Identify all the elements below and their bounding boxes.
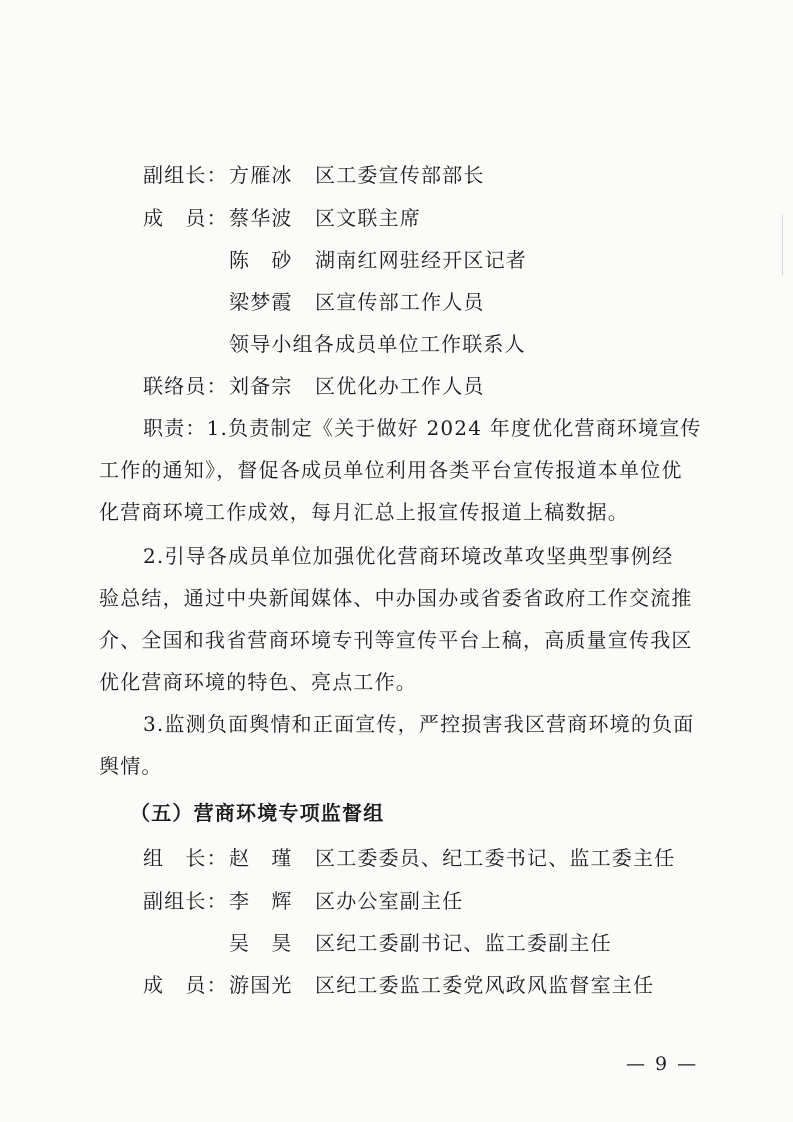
roster-row [143, 844, 675, 872]
roster-name: 方雁冰 [229, 163, 293, 187]
roster-name: 李 辉 [229, 889, 293, 913]
roster-role: 湖南红网驻经开区记者 [315, 248, 527, 272]
roster-row [143, 372, 485, 400]
roster-name: 陈 砂 [229, 248, 293, 272]
roster-role: 区工委宣传部部长 [315, 163, 485, 187]
roster-row [229, 330, 526, 358]
body-line: 2.引导各成员单位加强优化营商环境改革攻坚典型事例经 [143, 544, 674, 568]
roster-role: 领导小组各成员单位工作联系人 [229, 332, 526, 356]
roster-name: 吴 昊 [229, 931, 293, 955]
roster-label: 联络员： [143, 374, 228, 398]
body-line: 工作的通知》，督促各成员单位利用各类平台宣传报道本单位优 [99, 458, 683, 482]
body-line: 舆情。 [99, 754, 163, 778]
roster-label: 副组长： [143, 163, 228, 187]
body-line: 3.监测负面舆情和正面宣传，严控损害我区营商环境的负面 [143, 712, 695, 736]
roster-row [143, 288, 485, 316]
roster-role: 区纪工委监工委党风政风监督室主任 [315, 973, 655, 997]
roster-row [143, 246, 527, 274]
roster-role: 区文联主席 [315, 206, 421, 230]
scan-edge-mark [782, 215, 783, 275]
roster-row [143, 929, 612, 957]
roster-row [143, 971, 654, 999]
roster-row [143, 161, 485, 189]
roster-row [143, 887, 463, 915]
roster-role: 区宣传部工作人员 [315, 290, 485, 314]
roster-label: 副组长： [143, 889, 228, 913]
roster-label: 成 员： [143, 973, 228, 997]
roster-label: 成 员： [143, 206, 228, 230]
roster-role: 区工委委员、纪工委书记、监工委主任 [315, 846, 676, 870]
roster-row [143, 204, 421, 232]
roster-label: 组 长： [143, 846, 228, 870]
roster-role: 区优化办工作人员 [315, 374, 485, 398]
body-line: 优化营商环境的特色、亮点工作。 [99, 670, 417, 694]
roster-role: 区办公室副主任 [315, 889, 464, 913]
page-number: — 9 — [626, 1053, 699, 1075]
roster-name: 刘备宗 [229, 374, 293, 398]
roster-name: 梁梦霞 [229, 290, 293, 314]
body-line: 验总结，通过中央新闻媒体、中办国办或省委省政府工作交流推 [99, 586, 693, 610]
section-title: （五）营商环境专项监督组 [130, 801, 385, 825]
body-line: 化营商环境工作成效，每月汇总上报宣传报道上稿数据。 [99, 500, 629, 524]
roster-name: 游国光 [229, 973, 293, 997]
roster-name: 蔡华波 [229, 206, 293, 230]
roster-name: 赵 瑾 [229, 846, 293, 870]
body-line: 职责：1.负责制定《关于做好 2024 年度优化营商环境宣传 [143, 416, 702, 440]
roster-role: 区纪工委副书记、监工委副主任 [315, 931, 612, 955]
body-line: 介、全国和我省营商环境专刊等宣传平台上稿，高质量宣传我区 [99, 628, 693, 652]
